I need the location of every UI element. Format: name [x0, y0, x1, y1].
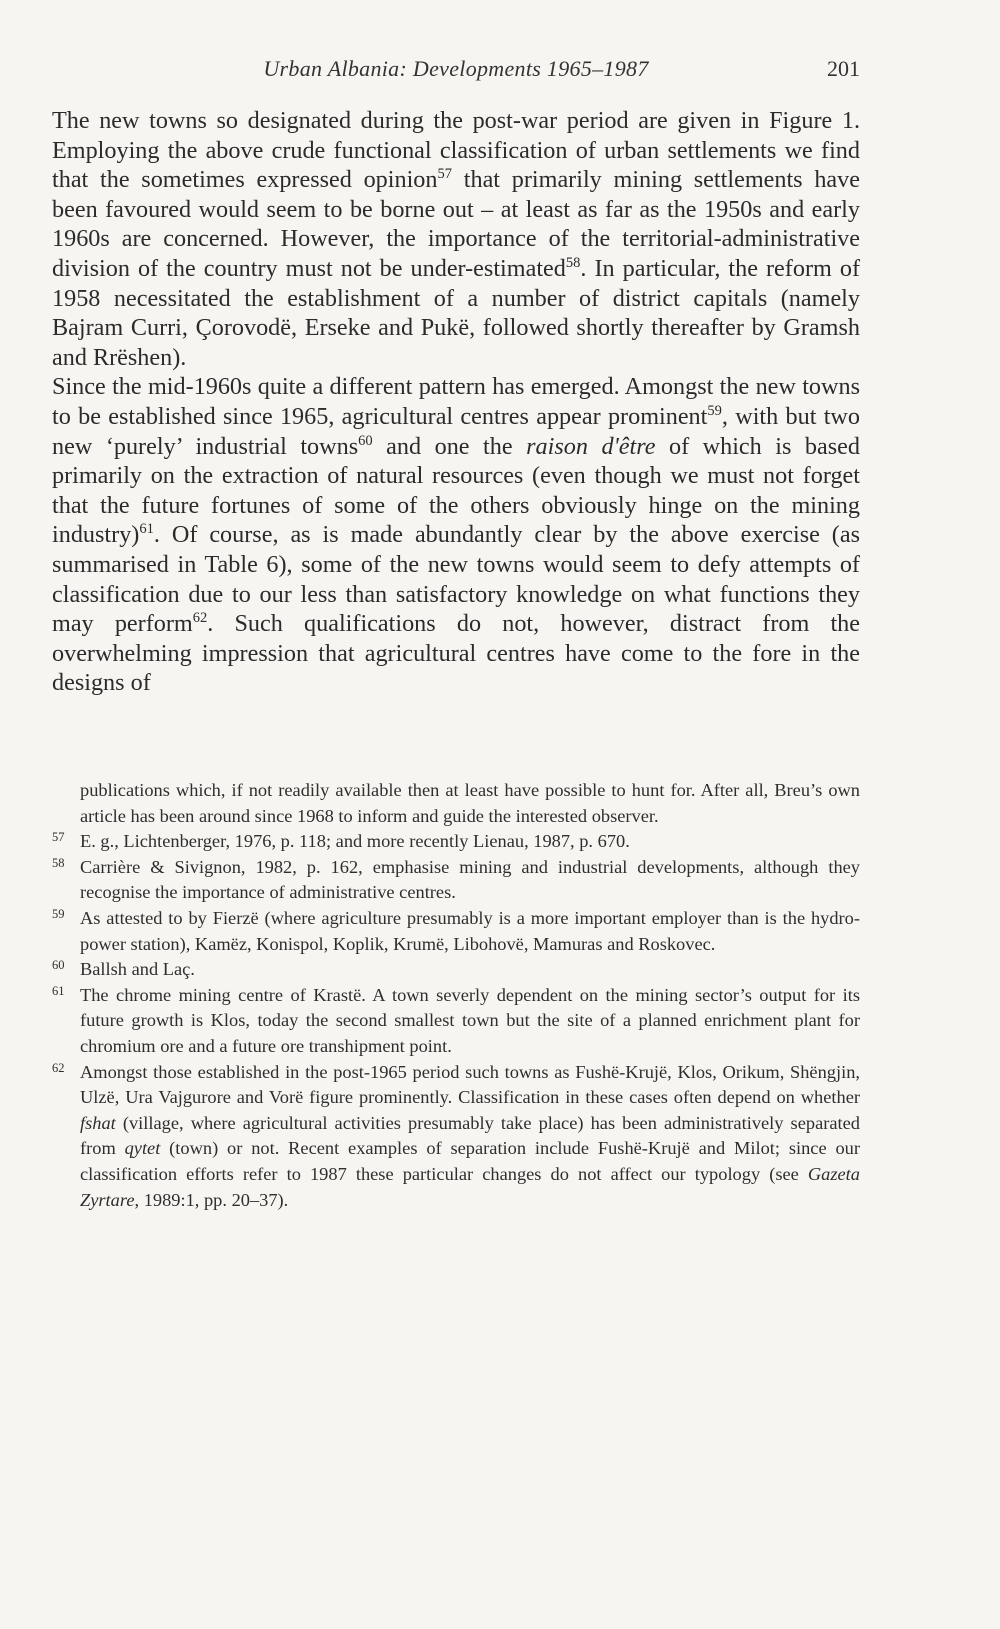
- text-span: and one the: [372, 432, 527, 460]
- footnote-58: [52, 855, 860, 906]
- footnote-number: 60: [52, 958, 65, 973]
- footnote-ref-57: 57: [437, 166, 453, 183]
- footnote-number: 57: [52, 830, 65, 845]
- footnote-number: 59: [52, 906, 65, 921]
- footnote-continued: publications which, if not readily available then at least have possible to hunt for. After all, Breu’s own article has been around since 1968 to inform and guide the interested observer.: [80, 780, 860, 826]
- footnote-ref-62: 62: [192, 610, 208, 627]
- footnote-text: E. g., Lichtenberger, 1976, p. 118; and more recently Lienau, 1987, p. 670.: [80, 831, 630, 852]
- page-header: [52, 56, 860, 86]
- paragraph-1: [52, 106, 860, 372]
- text-span: . Such qualifications do not, however, distract from the overwhelming impression that agricultural centres have come to the fore in the designs of: [52, 610, 861, 697]
- text-span: , with but two new ‘purely’ industrial towns: [52, 402, 860, 460]
- footnotes: [52, 778, 860, 1213]
- footnote-61: [52, 983, 860, 1060]
- footnote-57: [52, 829, 860, 855]
- paragraph-2: [52, 372, 860, 698]
- footnote-ref-59: 59: [707, 402, 722, 419]
- italic-citation: Gazeta Zyrtare: [80, 1163, 860, 1210]
- footnote-60: [52, 957, 860, 983]
- footnote-text: (town) or not. Recent examples of separation include Fushë-Krujë and Milot; since our classification efforts refer to 1987 these particular changes do not affect our typology (see: [80, 1138, 860, 1184]
- footnote-number: 62: [52, 1060, 65, 1075]
- text-span: Since the mid-1960s quite a different pattern has emerged. Amongst the new towns to be established since 1965, agricultural centres appear prominent: [52, 373, 860, 430]
- footnote-text: , 1989:1, pp. 20–37).: [134, 1189, 289, 1210]
- footnote-62: [52, 1060, 860, 1214]
- footnote-text: The chrome mining centre of Krastë. A town severly dependent on the mining sector’s output for its future growth is Klos, today the second smallest town but the site of a planned enrichment plant for chromium ore and a future ore transhipment point.: [80, 984, 860, 1056]
- footnote-ref-61: 61: [139, 521, 154, 538]
- italic-phrase: raison d'être: [526, 432, 656, 460]
- footnote-text: Ballsh and Laç.: [80, 959, 195, 980]
- italic-term: fshat: [80, 1112, 116, 1133]
- main-text: [52, 106, 860, 698]
- text-span: . Of course, as is made abundantly clear by the above exercise (as summarised in Table 6), some of the new towns would seem to defy attempts of classification due to our less than satisfactory knowledge on what functions they may perform: [52, 521, 860, 638]
- text-span: . In particular, the reform of 1958 necessitated the establishment of a number of district capitals (namely Bajram Curri, Çorovodë, Erseke and Pukë, followed shortly thereafter by Gramsh and Rrëshen).: [52, 254, 860, 371]
- text-span: The new towns so designated during the post-war period are given in Figure 1. Employing the above crude functional classification of urban settlements we find that the sometimes expressed opinion: [52, 107, 860, 194]
- footnote-number: 58: [52, 855, 65, 870]
- footnote-text: Amongst those established in the post-1965 period such towns as Fushë-Krujë, Klos, Orikum, Shëngjin, Ulzë, Ura Vajgurore and Vorë figure prominently. Classification in these cases often depend on whether: [80, 1061, 860, 1108]
- footnote-text: As attested to by Fierzë (where agriculture presumably is a more important employer than is the hydro-power station), Kamëz, Konispol, Koplik, Krumë, Libohovë, Mamuras and Roskovec.: [80, 907, 860, 954]
- footnote-text: (village, where agricultural activities presumably take place) has been administratively separated from: [80, 1112, 860, 1159]
- footnote-number: 61: [52, 983, 65, 998]
- text-span: of which is based primarily on the extraction of natural resources (even though we must not forget that the future fortunes of some of the others obviously hinge on the mining industry): [52, 432, 860, 549]
- italic-term: qytet: [124, 1138, 161, 1159]
- footnote-ref-60: 60: [358, 432, 373, 449]
- running-head: Urban Albania: Developments 1965–1987: [263, 56, 649, 81]
- text-span: that primarily mining settlements have been favoured would seem to be borne out – at least as far as the 1950s and early 1960s are concerned. However, the importance of the territorial-administrative division of the country must not be under-estimated: [52, 166, 860, 282]
- footnote-59: [52, 906, 860, 957]
- footnote-ref-58: 58: [565, 254, 581, 271]
- footnote-text: Carrière & Sivignon, 1982, p. 162, emphasise mining and industrial developments, although they recognise the importance of administrative centres.: [80, 856, 860, 903]
- page-number: 201: [827, 56, 860, 81]
